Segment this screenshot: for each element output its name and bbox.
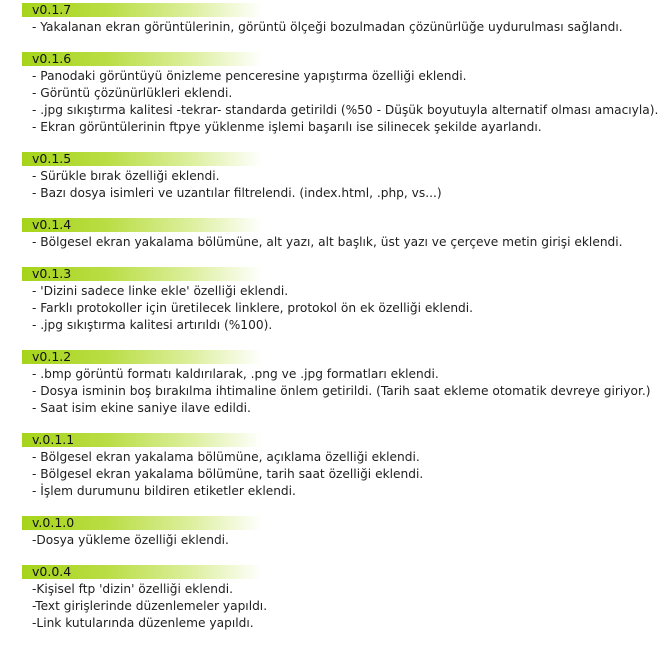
- change-item: - Bölgesel ekran yakalama bölümüne, alt yazı, alt başlık, üst yazı ve çerçeve metin girişi eklendi.: [32, 235, 623, 249]
- change-item: - Saat isim ekine saniye ilave edildi.: [32, 401, 251, 415]
- change-item: - Yakalanan ekran görüntülerinin, görüntü ölçeği bozulmadan çözünürlüğe uydurulması sağlandı.: [32, 20, 623, 34]
- change-item: -Text girişlerinde düzenlemeler yapıldı.: [32, 599, 268, 613]
- change-item: - Bölgesel ekran yakalama bölümüne, açıklama özelliği eklendi.: [32, 450, 420, 464]
- change-list: [32, 234, 668, 251]
- change-list: [32, 283, 668, 334]
- release-v0-1-5: [22, 152, 668, 202]
- release-v0-1-0: [22, 516, 668, 549]
- change-item: - Sürükle bırak özelliği eklendi.: [32, 169, 220, 183]
- change-item: - .jpg sıkıştırma kalitesi artırıldı (%100).: [32, 318, 273, 332]
- release-v0-0-4: [22, 565, 668, 632]
- change-item: - Dosya isminin boş bırakılma ihtimaline önlem getirildi. (Tarih saat ekleme otomatik devreye giriyor.): [32, 384, 651, 398]
- change-list: [32, 68, 668, 136]
- change-item: -Dosya yükleme özelliği eklendi.: [32, 533, 229, 547]
- version-label: v.0.1.1: [32, 432, 75, 447]
- version-bar: [22, 3, 262, 17]
- change-list: [32, 366, 668, 417]
- version-label: v0.1.5: [32, 151, 72, 166]
- version-label: v0.1.6: [32, 51, 72, 66]
- change-item: -Kişisel ftp 'dizin' özelliği eklendi.: [32, 582, 233, 596]
- change-list: [32, 581, 668, 632]
- release-v0-1-7: [22, 3, 668, 36]
- version-bar: [22, 267, 262, 281]
- version-bar: [22, 52, 262, 66]
- release-v0-1-4: [22, 218, 668, 251]
- change-item: - Bölgesel ekran yakalama bölümüne, tarih saat özelliği eklendi.: [32, 467, 424, 481]
- version-bar: [22, 218, 262, 232]
- change-list: [32, 168, 668, 202]
- version-bar: [22, 565, 262, 579]
- change-item: - Farklı protokoller için üretilecek linklere, protokol ön ek özelliği eklendi.: [32, 301, 474, 315]
- change-item: - Görüntü çözünürlükleri eklendi.: [32, 86, 233, 100]
- version-label: v0.1.7: [32, 2, 72, 17]
- change-item: - Bazı dosya isimleri ve uzantılar filtrelendi. (index.html, .php, vs...): [32, 186, 442, 200]
- version-bar: [22, 516, 262, 530]
- change-list: [32, 449, 668, 500]
- version-label: v0.1.3: [32, 266, 72, 281]
- version-bar: [22, 433, 262, 447]
- change-item: - Ekran görüntülerinin ftpye yüklenme işlemi başarılı ise silinecek şekilde ayarlandı.: [32, 120, 542, 134]
- change-item: - .jpg sıkıştırma kalitesi -tekrar- standarda getirildi (%50 - Düşük boyutuyla alternatif olması amacıyla).: [32, 103, 659, 117]
- version-label: v0.1.4: [32, 217, 72, 232]
- release-v0-1-6: [22, 52, 668, 136]
- version-label: v0.0.4: [32, 564, 72, 579]
- change-list: [32, 532, 668, 549]
- change-item: - Panodaki görüntüyü önizleme penceresine yapıştırma özelliği eklendi.: [32, 69, 467, 83]
- change-item: - 'Dizini sadece linke ekle' özelliği eklendi.: [32, 284, 289, 298]
- release-v0-1-1: [22, 433, 668, 500]
- release-v0-1-2: [22, 350, 668, 417]
- version-bar: [22, 152, 262, 166]
- change-list: [32, 19, 668, 36]
- version-label: v.0.1.0: [32, 515, 75, 530]
- change-item: - İşlem durumunu bildiren etiketler eklendi.: [32, 484, 296, 498]
- release-v0-1-3: [22, 267, 668, 334]
- version-label: v0.1.2: [32, 349, 72, 364]
- change-item: - .bmp görüntü formatı kaldırılarak, .png ve .jpg formatları eklendi.: [32, 367, 439, 381]
- version-bar: [22, 350, 262, 364]
- change-item: -Link kutularında düzenleme yapıldı.: [32, 616, 254, 630]
